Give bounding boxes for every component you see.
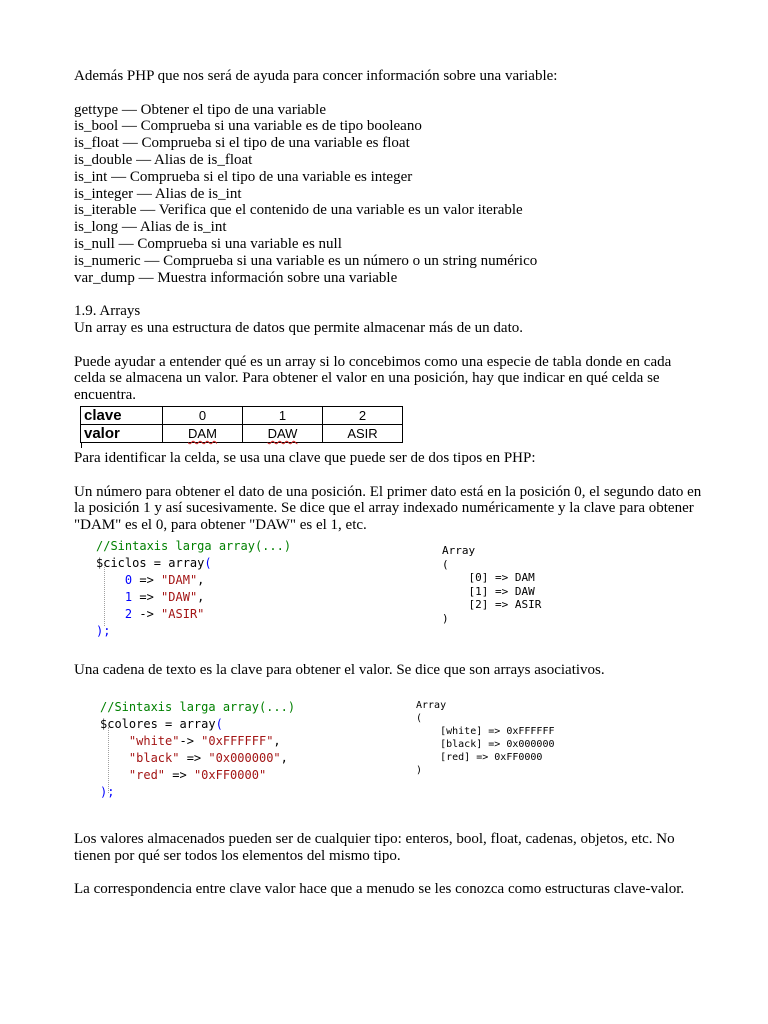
output-line: [1] => DAW <box>468 584 535 598</box>
function-item: is_long — Alias de is_int <box>74 219 227 236</box>
output-title: Array <box>416 699 447 711</box>
array-table-figure <box>74 406 704 450</box>
code-paren: ( <box>215 716 223 731</box>
intro-text: Además PHP que nos será de ayuda para concer información sobre una variable: <box>74 68 558 84</box>
code-value: "0xFFFFFF" <box>201 733 274 748</box>
code-arrow: => <box>132 572 162 587</box>
code-key: 2 <box>124 606 133 621</box>
function-item: is_null — Comprueba si una variable es null <box>74 235 342 252</box>
section-definition: Un array es una estructura de datos que permite almacenar más de un dato. <box>74 319 523 336</box>
function-item: is_int — Comprueba si el tipo de una variable es integer <box>74 168 413 185</box>
value-cell: ASIR <box>323 424 403 442</box>
output-line: [black] => 0x000000 <box>440 738 555 750</box>
table-row-values <box>81 424 403 442</box>
function-item: gettype — Obtener el tipo de una variable <box>74 101 326 118</box>
output-line: [white] => 0xFFFFFF <box>440 725 555 737</box>
output-open: ( <box>416 712 423 724</box>
output-close: ) <box>416 764 423 776</box>
indexed-array-code-figure <box>74 538 704 662</box>
function-item: is_integer — Alias de is_int <box>74 185 242 202</box>
document-page <box>74 68 704 898</box>
code-comment: //Sintaxis larga array(...) <box>100 699 296 714</box>
output-block-assoc <box>416 699 554 777</box>
code-fn: array <box>168 555 205 570</box>
code-var: $colores = <box>100 716 180 731</box>
code-sep: , <box>280 750 288 765</box>
output-open: ( <box>442 557 449 571</box>
code-paren: ( <box>204 555 212 570</box>
code-arrow: -> <box>179 733 202 748</box>
code-arrow: -> <box>132 606 162 621</box>
code-key: 1 <box>124 589 133 604</box>
value-cell: DAM <box>188 425 217 441</box>
output-block-indexed <box>442 544 541 626</box>
function-item: is_bool — Comprueba si una variable es de tipo booleano <box>74 118 422 135</box>
function-item: is_float — Comprueba si el tipo de una variable es float <box>74 135 410 152</box>
key-cell: 2 <box>323 406 403 424</box>
code-key: "white" <box>128 733 180 748</box>
code-value: "DAM" <box>161 572 198 587</box>
code-key: 0 <box>124 572 133 587</box>
function-item: var_dump — Muestra información sobre una variable <box>74 269 398 286</box>
code-fn: array <box>179 716 216 731</box>
code-comment: //Sintaxis larga array(...) <box>96 538 292 553</box>
key-cell: 1 <box>243 406 323 424</box>
code-value: "0xFF0000" <box>193 767 267 782</box>
code-close: ); <box>96 623 111 638</box>
code-sep: , <box>273 733 281 748</box>
code-value: "ASIR" <box>161 606 205 621</box>
assoc-array-code-figure <box>74 685 704 831</box>
code-value: "0x000000" <box>208 750 281 765</box>
code-sep: , <box>197 589 205 604</box>
code-key: "black" <box>128 750 180 765</box>
key-label: clave <box>81 406 163 424</box>
function-item: is_double — Alias de is_float <box>74 151 253 168</box>
key-cell: 0 <box>163 406 243 424</box>
output-line: [0] => DAM <box>468 571 535 585</box>
output-title: Array <box>442 543 476 557</box>
assoc-array-text: Una cadena de texto es la clave para obtener el valor. Se dice que son arrays asociativos. <box>74 661 605 678</box>
key-value-text: La correspondencia entre clave valor hace que a menudo se les conozca como estructuras clave-valor. <box>74 881 685 898</box>
code-key: "red" <box>128 767 166 782</box>
function-item: is_numeric — Comprueba si una variable es un número o un string numérico <box>74 252 538 269</box>
output-line: [red] => 0xFF0000 <box>440 751 543 763</box>
value-label: valor <box>81 424 163 442</box>
code-block-assoc <box>100 699 295 801</box>
code-value: "DAW" <box>161 589 198 604</box>
function-item: is_iterable — Verifica que el contenido de una variable es un valor iterable <box>74 202 523 219</box>
value-cell: DAW <box>267 425 298 441</box>
value-types-text: Los valores almacenados pueden ser de cualquier tipo: enteros, bool, float, cadenas, objetos, etc. No tienen por qué ser todos los elementos del mismo tipo. <box>74 830 675 864</box>
function-list <box>74 102 704 287</box>
table-tick <box>81 442 82 448</box>
array-table <box>80 406 403 443</box>
code-arrow: => <box>165 767 194 782</box>
code-block-indexed <box>96 538 291 640</box>
code-arrow: => <box>179 750 209 765</box>
output-close: ) <box>442 611 449 625</box>
section-heading: 1.9. Arrays <box>74 303 141 320</box>
table-explanation: Puede ayudar a entender qué es un array si lo concebimos como una especie de tabla donde en cada celda se almacena un valor. Para obtener el valor en una posición, hay que indicar en qué celda se encuentra. <box>74 353 672 404</box>
code-var: $ciclos = <box>96 555 169 570</box>
code-arrow: => <box>132 589 162 604</box>
code-sep: , <box>197 572 205 587</box>
output-line: [2] => ASIR <box>468 598 542 612</box>
table-row-keys <box>81 406 403 424</box>
code-close: ); <box>100 784 115 799</box>
indexed-array-text: Un número para obtener el dato de una posición. El primer dato está en la posición 0, el segundo dato en la posición 1 y así sucesivamente. Se dice que el array indexado numéricamente y la clave para obtener "DAM" es el 0, para obtener "DAW" es el 1, etc. <box>74 483 702 534</box>
key-types-text: Para identificar la celda, se usa una clave que puede ser de dos tipos en PHP: <box>74 449 536 466</box>
